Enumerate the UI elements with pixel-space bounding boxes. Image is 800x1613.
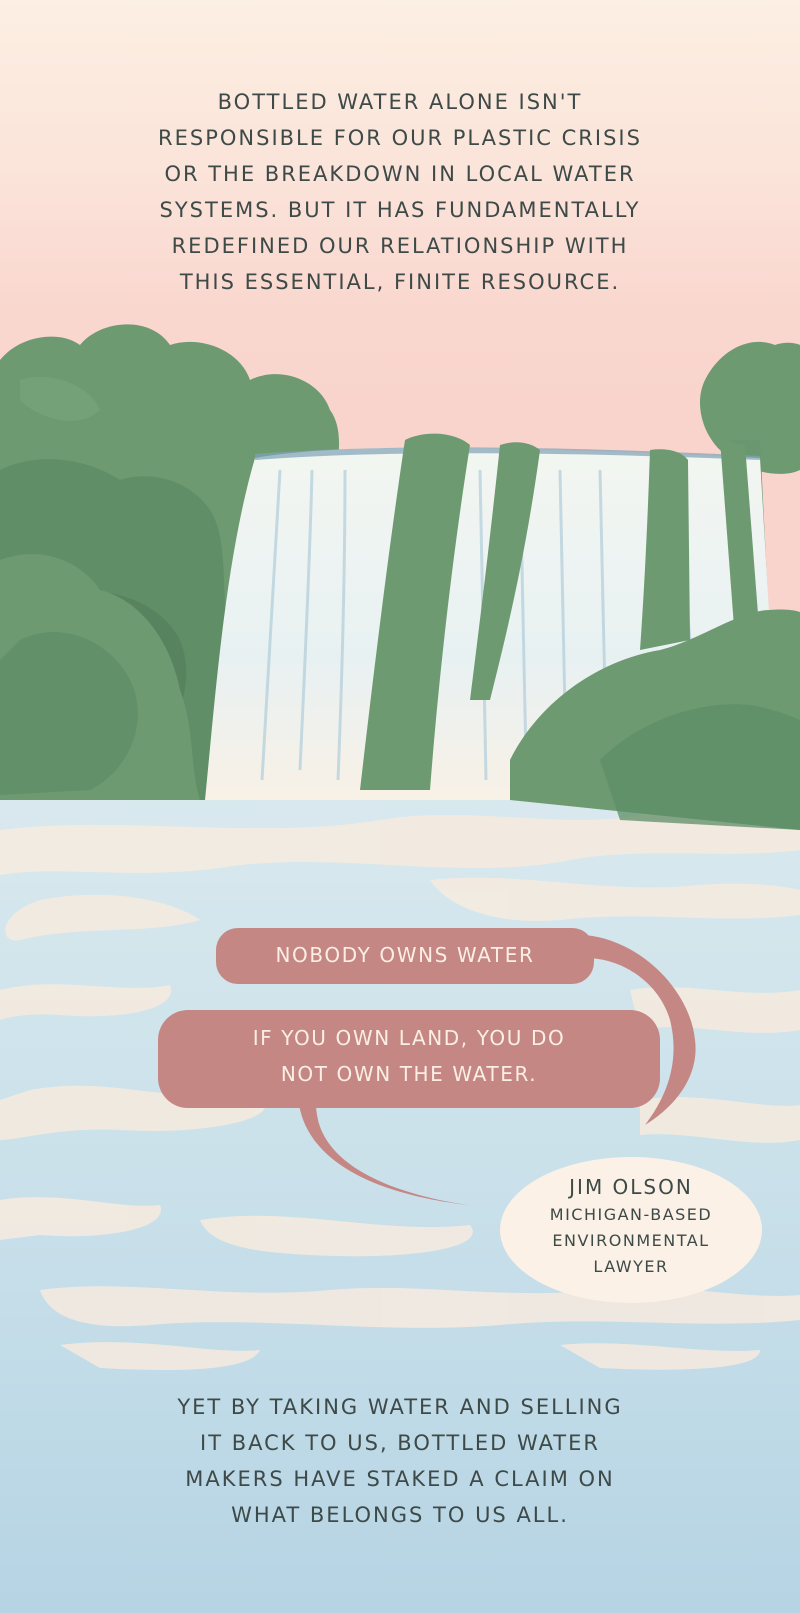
caption-line: WHAT BELONGS TO US ALL.	[231, 1503, 569, 1527]
caption-line: YET BY TAKING WATER AND SELLING	[177, 1395, 623, 1419]
speaker-role-line: LAWYER	[593, 1257, 669, 1276]
speaker-role-line: MICHIGAN-BASED	[549, 1205, 713, 1224]
caption-line: SYSTEMS. BUT IT HAS FUNDAMENTALLY	[159, 198, 641, 222]
caption-line: BOTTLED WATER ALONE ISN'T	[217, 90, 583, 114]
quote-line-1: NOBODY OWNS WATER	[275, 943, 535, 967]
speaker-role-line: ENVIRONMENTAL	[552, 1231, 710, 1250]
caption-line: RESPONSIBLE FOR OUR PLASTIC CRISIS	[158, 126, 642, 150]
quote-text-line: IF YOU OWN LAND, YOU DO	[252, 1026, 566, 1050]
attribution	[500, 1172, 762, 1280]
bottom-caption	[0, 1389, 800, 1533]
quote-text-line: NOT OWN THE WATER.	[280, 1062, 538, 1086]
caption-line: OR THE BREAKDOWN IN LOCAL WATER	[164, 162, 636, 186]
quote-line-2	[163, 1020, 655, 1092]
top-caption	[0, 84, 800, 300]
caption-line: REDEFINED OUR RELATIONSHIP WITH	[171, 234, 629, 258]
caption-line: THIS ESSENTIAL, FINITE RESOURCE.	[179, 270, 621, 294]
caption-line: MAKERS HAVE STAKED A CLAIM ON	[185, 1467, 615, 1491]
speaker-name: JIM OLSON	[569, 1175, 693, 1199]
caption-line: IT BACK TO US, BOTTLED WATER	[200, 1431, 600, 1455]
